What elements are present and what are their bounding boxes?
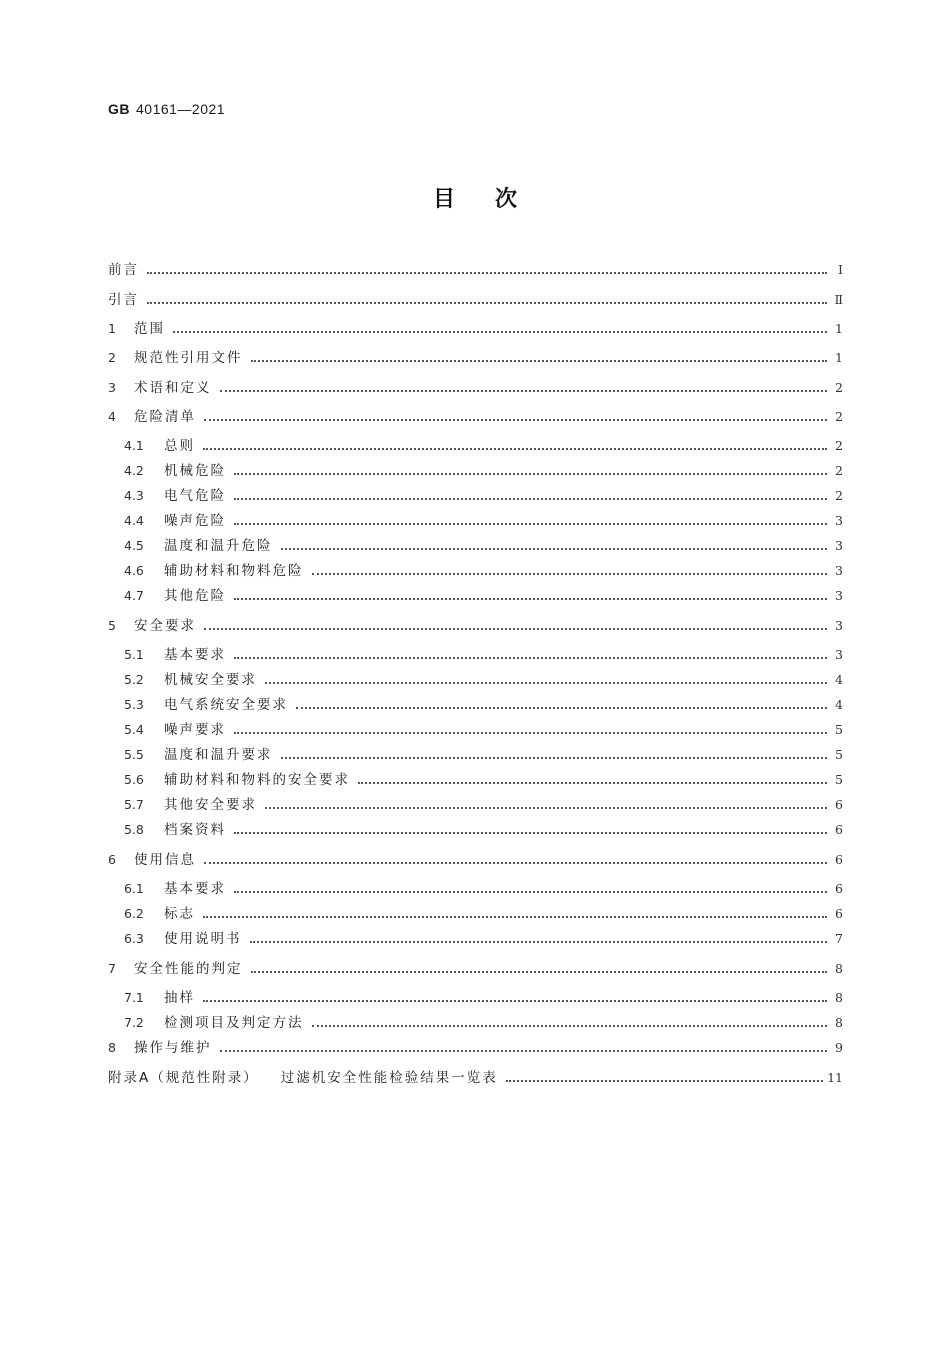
toc-entry-label: 噪声要求	[164, 722, 226, 738]
toc-entry-page-number: 6	[835, 881, 843, 896]
toc-entry[interactable]	[108, 1066, 843, 1090]
toc-leader-dots	[312, 572, 828, 575]
toc-entry-label: 基本要求	[164, 881, 226, 897]
toc-entry-number: 4	[108, 409, 116, 424]
toc-entry[interactable]	[108, 405, 843, 429]
toc-entry-page-number: 2	[835, 409, 843, 424]
toc-leader-dots	[265, 681, 827, 684]
toc-leader-dots	[234, 656, 827, 659]
toc-entry[interactable]	[124, 534, 843, 558]
toc-leader-dots	[506, 1079, 823, 1082]
toc-entry[interactable]	[108, 957, 843, 981]
toc-entry-number: 5.3	[124, 697, 144, 712]
standard-code-prefix: GB	[108, 101, 130, 117]
toc-entry[interactable]	[124, 927, 843, 951]
toc-leader-dots	[203, 447, 827, 450]
toc-leader-dots	[265, 806, 827, 809]
toc-leader-dots	[234, 472, 827, 475]
toc-entry[interactable]	[124, 743, 843, 767]
toc-entry[interactable]	[108, 848, 843, 872]
toc-entry[interactable]	[124, 459, 843, 483]
toc-entry[interactable]	[124, 768, 843, 792]
toc-entry[interactable]	[124, 434, 843, 458]
toc-entry-label: 前言	[108, 262, 139, 278]
toc-entry-page-number: 2	[835, 488, 843, 503]
toc-entry[interactable]	[124, 559, 843, 583]
toc-entry-page-number: 6	[835, 852, 843, 867]
toc-entry-page-number: 8	[835, 990, 843, 1005]
toc-entry[interactable]	[108, 288, 843, 312]
toc-entry-number: 4.1	[124, 438, 144, 453]
page-title: 目次	[432, 187, 557, 212]
toc-entry-number: 4.4	[124, 513, 144, 528]
toc-entry-number: 4.2	[124, 463, 144, 478]
toc-entry[interactable]	[108, 258, 843, 282]
toc-leader-dots	[203, 915, 827, 918]
toc-leader-dots	[220, 1049, 828, 1052]
toc-entry-number: 5.2	[124, 672, 144, 687]
toc-entry-label: 电气系统安全要求	[164, 697, 288, 713]
toc-entry-page-number: 3	[835, 618, 843, 633]
toc-entry-page-number: 2	[835, 438, 843, 453]
toc-entry-page-number: 2	[835, 463, 843, 478]
toc-entry-number: 5	[108, 618, 116, 633]
toc-entry-number: 5.8	[124, 822, 144, 837]
toc-entry-label: 辅助材料和物料的安全要求	[164, 772, 350, 788]
toc-entry-page-number: 6	[835, 822, 843, 837]
toc-entry-number: 4.6	[124, 563, 144, 578]
toc-entry-number: 5.5	[124, 747, 144, 762]
toc-entry-page-number: 4	[835, 672, 843, 687]
toc-entry-label: 机械危险	[164, 463, 226, 479]
toc-entry-sublabel: 过滤机安全性能检验结果一览表	[280, 1070, 498, 1086]
toc-entry-label: 总则	[164, 438, 195, 454]
toc-entry-page-number: 5	[835, 772, 843, 787]
toc-entry[interactable]	[108, 317, 843, 341]
toc-leader-dots	[204, 627, 827, 630]
toc-entry-label: 档案资料	[164, 822, 226, 838]
toc-leader-dots	[234, 731, 827, 734]
toc-leader-dots	[312, 1024, 828, 1027]
toc-entry[interactable]	[124, 668, 843, 692]
toc-entry-page-number: 8	[835, 961, 843, 976]
toc-entry[interactable]	[124, 986, 843, 1010]
toc-entry-label: 引言	[108, 292, 139, 308]
toc-entry-page-number: 5	[835, 722, 843, 737]
toc-entry-number: 5.4	[124, 722, 144, 737]
toc-entry-page-number: 7	[835, 931, 843, 946]
toc-leader-dots	[281, 547, 828, 550]
toc-entry-label: 使用说明书	[164, 931, 242, 947]
toc-entry-label: 噪声危险	[164, 513, 226, 529]
toc-entry[interactable]	[108, 1036, 843, 1060]
toc-entry[interactable]	[124, 818, 843, 842]
toc-entry-page-number: 3	[835, 647, 843, 662]
toc-entry[interactable]	[124, 484, 843, 508]
toc-entry-number: 6	[108, 852, 116, 867]
standard-code	[108, 101, 225, 117]
toc-leader-dots	[204, 418, 827, 421]
toc-entry-label: 范围	[134, 321, 165, 337]
toc-entry[interactable]	[124, 584, 843, 608]
toc-entry-page-number: 11	[827, 1070, 843, 1085]
toc-leader-dots	[234, 890, 827, 893]
toc-entry-page-number: 3	[835, 563, 843, 578]
toc-leader-dots	[220, 389, 828, 392]
toc-leader-dots	[204, 861, 827, 864]
toc-entry-number: 3	[108, 380, 116, 395]
toc-entry-label: 标志	[164, 906, 195, 922]
toc-entry[interactable]	[124, 693, 843, 717]
toc-entry-number: 6.3	[124, 931, 144, 946]
toc-entry-number: 6.1	[124, 881, 144, 896]
toc-leader-dots	[358, 781, 827, 784]
toc-leader-dots	[234, 597, 827, 600]
toc-entry-page-number: 3	[835, 588, 843, 603]
toc-entry-label: 温度和温升要求	[164, 747, 273, 763]
toc-entry[interactable]	[124, 902, 843, 926]
toc-entry-label: 其他危险	[164, 588, 226, 604]
toc-entry[interactable]	[124, 1011, 843, 1035]
toc-entry-number: 8	[108, 1040, 116, 1055]
toc-entry-page-number: 3	[835, 538, 843, 553]
toc-entry-label: 其他安全要求	[164, 797, 257, 813]
toc-entry-number: 7.2	[124, 1015, 144, 1030]
toc-leader-dots	[234, 522, 827, 525]
toc-leader-dots	[234, 497, 827, 500]
toc-leader-dots	[251, 359, 828, 362]
toc-entry-page-number: Ⅱ	[834, 292, 843, 307]
toc-leader-dots	[173, 330, 827, 333]
toc-entry-label: 检测项目及判定方法	[164, 1015, 304, 1031]
toc-entry-page-number: 1	[835, 321, 843, 336]
toc-leader-dots	[234, 831, 827, 834]
toc-entry-number: 7.1	[124, 990, 144, 1005]
toc-leader-dots	[147, 301, 827, 304]
toc-entry-page-number: 4	[835, 697, 843, 712]
toc-entry-label: 安全要求	[134, 618, 196, 634]
toc-entry-label: 抽样	[164, 990, 195, 1006]
toc-entry-number: 5.6	[124, 772, 144, 787]
toc-entry-page-number: 8	[835, 1015, 843, 1030]
toc-entry-label: 危险清单	[134, 409, 196, 425]
toc-entry-label: 使用信息	[134, 852, 196, 868]
toc-entry-label: 操作与维护	[134, 1040, 212, 1056]
toc-entry-number: 7	[108, 961, 116, 976]
toc-entry[interactable]	[108, 346, 843, 370]
toc-entry[interactable]	[124, 643, 843, 667]
toc-entry-label: 附录A（规范性附录）	[108, 1070, 259, 1086]
toc-entry-page-number: 6	[835, 797, 843, 812]
toc-entry-page-number: 5	[835, 747, 843, 762]
standard-code-number: 40161—2021	[136, 101, 226, 117]
toc-entry-number: 4.5	[124, 538, 144, 553]
toc-entry-page-number: 2	[835, 380, 843, 395]
toc-entry-label: 温度和温升危险	[164, 538, 273, 554]
toc-entry-label: 基本要求	[164, 647, 226, 663]
toc-entry-page-number: Ⅰ	[838, 262, 843, 277]
toc-entry-number: 5.1	[124, 647, 144, 662]
toc-leader-dots	[251, 970, 828, 973]
toc-entry-number: 6.2	[124, 906, 144, 921]
toc-entry-label: 规范性引用文件	[134, 350, 243, 366]
toc-entry-number: 4.7	[124, 588, 144, 603]
toc-entry-number: 2	[108, 350, 116, 365]
toc-entry-page-number: 6	[835, 906, 843, 921]
toc-entry-number: 1	[108, 321, 116, 336]
toc-entry-label: 机械安全要求	[164, 672, 257, 688]
toc-entry[interactable]	[124, 718, 843, 742]
toc-leader-dots	[203, 999, 827, 1002]
toc-entry[interactable]	[124, 793, 843, 817]
toc-leader-dots	[296, 706, 827, 709]
toc-entry[interactable]	[108, 614, 843, 638]
toc-entry-number: 4.3	[124, 488, 144, 503]
toc-entry-label: 安全性能的判定	[134, 961, 243, 977]
toc-entry-page-number: 9	[835, 1040, 843, 1055]
toc-entry-page-number: 3	[835, 513, 843, 528]
toc-entry[interactable]	[108, 376, 843, 400]
toc-entry-label: 辅助材料和物料危险	[164, 563, 304, 579]
toc-entry[interactable]	[124, 509, 843, 533]
toc-leader-dots	[250, 940, 828, 943]
toc-entry-page-number: 1	[835, 350, 843, 365]
toc-entry[interactable]	[124, 877, 843, 901]
toc-leader-dots	[147, 271, 827, 274]
toc-leader-dots	[281, 756, 828, 759]
toc-entry-label: 术语和定义	[134, 380, 212, 396]
toc-entry-number: 5.7	[124, 797, 144, 812]
toc-entry-label: 电气危险	[164, 488, 226, 504]
